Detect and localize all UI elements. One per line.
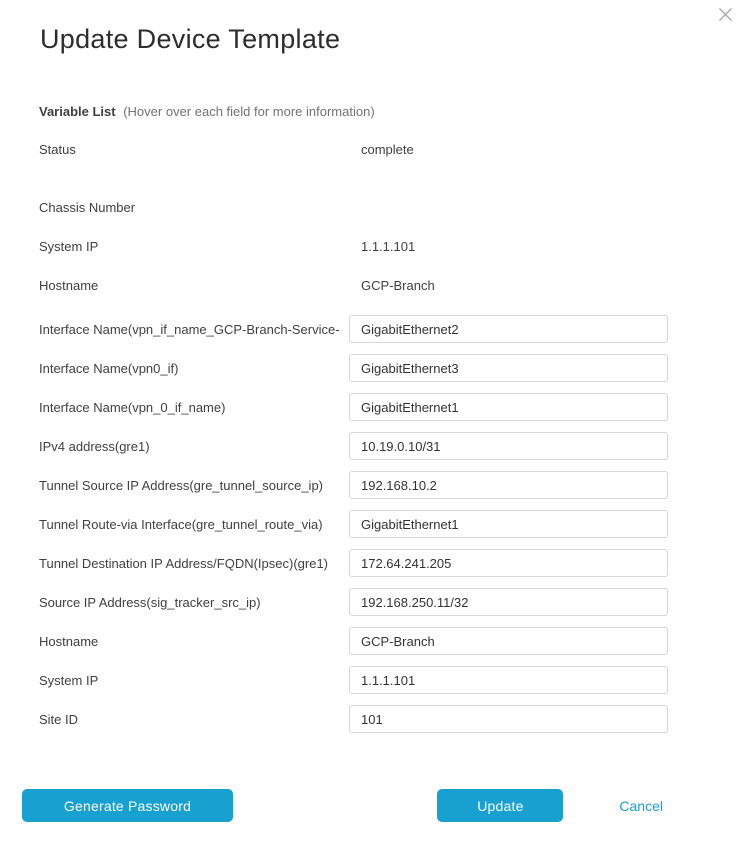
site-id-label: Site ID — [39, 711, 79, 727]
interface-name-vpn-0-if-name-row — [0, 393, 752, 421]
ipv4-address-gre1-input[interactable] — [349, 432, 668, 460]
interface-name-service-vpn-input[interactable] — [349, 315, 668, 343]
status-row — [0, 140, 752, 158]
close-icon[interactable] — [717, 6, 733, 22]
hostname-input[interactable] — [349, 627, 668, 655]
interface-name-vpn0-if-label: Interface Name(vpn0_if) — [39, 360, 179, 376]
system-ip-input[interactable] — [349, 666, 668, 694]
interface-name-vpn0-if-input[interactable] — [349, 354, 668, 382]
system-ip-static-value: 1.1.1.101 — [361, 238, 416, 254]
system-ip-static-row — [0, 237, 752, 255]
page-title: Update Device Template — [40, 24, 341, 54]
tunnel-destination-ip-label: Tunnel Destination IP Address/FQDN(Ipsec)(gre1) — [39, 555, 329, 571]
system-ip-row — [0, 666, 752, 694]
variable-list-heading: Variable List — [39, 104, 116, 119]
variable-list-header — [39, 103, 752, 120]
interface-name-vpn0-if-row — [0, 354, 752, 382]
interface-name-service-vpn-label: Interface Name(vpn_if_name_GCP-Branch-Service- — [39, 321, 340, 337]
tunnel-source-ip-label: Tunnel Source IP Address(gre_tunnel_source_ip) — [39, 477, 324, 493]
hostname-label: Hostname — [39, 633, 99, 649]
tunnel-route-via-input[interactable] — [349, 510, 668, 538]
chassis-number-row — [0, 198, 752, 216]
hostname-row — [0, 627, 752, 655]
status-label: Status — [39, 141, 76, 157]
ipv4-address-gre1-label: IPv4 address(gre1) — [39, 438, 150, 454]
system-ip-static-label: System IP — [39, 238, 99, 254]
generate-password-button[interactable]: Generate Password — [22, 789, 233, 822]
source-ip-sig-tracker-label: Source IP Address(sig_tracker_src_ip) — [39, 594, 261, 610]
tunnel-source-ip-input[interactable] — [349, 471, 668, 499]
tunnel-source-ip-row — [0, 471, 752, 499]
variable-list — [0, 140, 752, 733]
interface-name-vpn-0-if-name-input[interactable] — [349, 393, 668, 421]
hostname-static-label: Hostname — [39, 277, 99, 293]
site-id-input[interactable] — [349, 705, 668, 733]
hostname-static-value: GCP-Branch — [361, 277, 435, 293]
dialog-footer — [0, 789, 752, 822]
variable-list-hint: (Hover over each field for more information) — [123, 104, 375, 119]
source-ip-sig-tracker-row — [0, 588, 752, 616]
site-id-row — [0, 705, 752, 733]
chassis-number-label: Chassis Number — [39, 199, 136, 215]
source-ip-sig-tracker-input[interactable] — [349, 588, 668, 616]
ipv4-address-gre1-row — [0, 432, 752, 460]
tunnel-destination-ip-input[interactable] — [349, 549, 668, 577]
tunnel-route-via-label: Tunnel Route-via Interface(gre_tunnel_route_via) — [39, 516, 323, 532]
system-ip-label: System IP — [39, 672, 99, 688]
cancel-button[interactable]: Cancel — [619, 797, 663, 814]
interface-name-vpn-0-if-name-label: Interface Name(vpn_0_if_name) — [39, 399, 226, 415]
tunnel-destination-ip-row — [0, 549, 752, 577]
interface-name-service-vpn-row — [0, 315, 752, 343]
status-value: complete — [361, 141, 414, 157]
tunnel-route-via-row — [0, 510, 752, 538]
hostname-static-row — [0, 276, 752, 294]
update-button[interactable]: Update — [437, 789, 563, 822]
